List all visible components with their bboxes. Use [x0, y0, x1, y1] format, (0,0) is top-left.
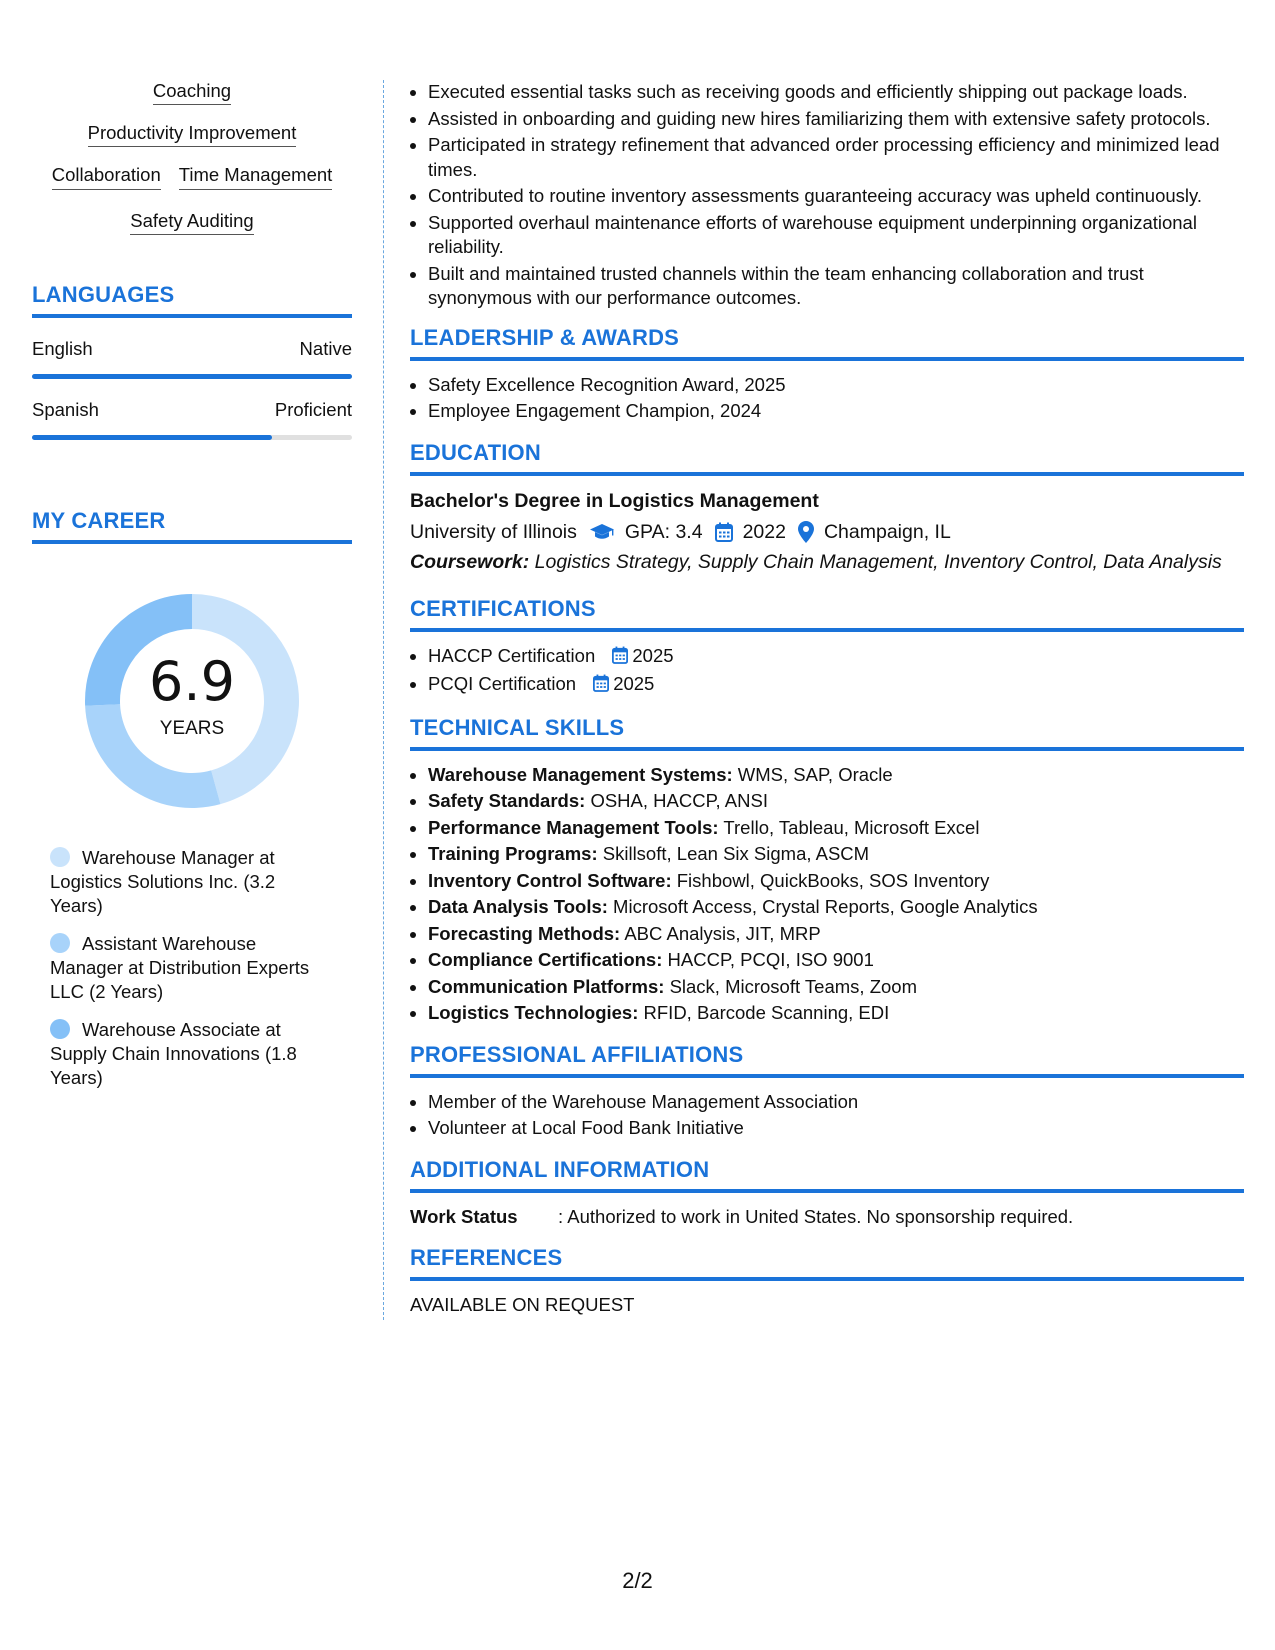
column-divider: [383, 80, 384, 1320]
list-item: • Safety Excellence Recognition Award, 2025: [428, 373, 1244, 398]
references-title: REFERENCES: [410, 1245, 1244, 1281]
education-title: EDUCATION: [410, 440, 1244, 476]
certifications-list: [410, 644, 1244, 699]
list-item: • Assisted in onboarding and guiding new hires familiarizing them with extensive safety protocols.: [428, 107, 1244, 132]
edu-year: 2022: [742, 520, 786, 543]
language-level: Native: [299, 338, 352, 359]
list-item: • Built and maintained trusted channels within the team enhancing collaboration and trust synonymous with our performance outcomes.: [428, 262, 1244, 311]
skill-label: Performance Management Tools:: [428, 816, 719, 838]
list-item: • Executed essential tasks such as receiving goods and efficiently shipping out package loads.: [428, 80, 1244, 105]
legend-dot: [50, 847, 70, 867]
skill-label: Inventory Control Software:: [428, 869, 672, 891]
language-name: Spanish: [32, 399, 99, 420]
references-section: [410, 1245, 1244, 1317]
work-status-key: Work Status: [410, 1205, 518, 1227]
skill-value: Microsoft Access, Crystal Reports, Google Analytics: [613, 896, 1038, 917]
legend-label: Warehouse Manager at Logistics Solutions Inc. (3.2 Years): [50, 847, 276, 916]
skill-tag-row: [32, 122, 352, 144]
additional-info-section: [410, 1157, 1244, 1229]
legend-dot: [50, 1019, 70, 1039]
edu-school: University of Illinois: [410, 520, 577, 543]
coursework-label: Coursework:: [410, 550, 530, 573]
skill-label: Logistics Technologies:: [428, 1002, 639, 1023]
technical-skills-title: TECHNICAL SKILLS: [410, 715, 1244, 751]
list-item: [428, 869, 1244, 894]
education-entry: [410, 488, 1244, 574]
list-item: • Employee Engagement Champion, 2024: [428, 399, 1244, 424]
affiliations-list: [410, 1090, 1244, 1141]
skill-value: ABC Analysis, JIT, MRP: [624, 922, 821, 944]
list-item: • Volunteer at Local Food Bank Initiative: [428, 1116, 1244, 1141]
location-pin-icon: [798, 521, 814, 543]
skill-tag: Coaching: [153, 80, 231, 105]
list-item: [428, 763, 1244, 788]
legend-dot: [50, 933, 70, 953]
graduation-cap-icon: [589, 523, 615, 541]
skill-value: WMS, SAP, Oracle: [737, 763, 893, 785]
work-status-value: : Authorized to work in United States. No sponsorship required.: [558, 1205, 1074, 1227]
career-total-years: 6.9: [149, 650, 235, 713]
list-item: • Member of the Warehouse Management Association: [428, 1090, 1244, 1115]
legend-label: Warehouse Associate at Supply Chain Innovations (1.8 Years): [50, 1019, 297, 1088]
coursework-text: Logistics Strategy, Supply Chain Management, Inventory Control, Data Analysis: [534, 550, 1222, 573]
skill-tag-row: [32, 80, 352, 102]
list-item: [428, 842, 1244, 867]
language-level-fill: [32, 374, 352, 379]
list-item: • Participated in strategy refinement that advanced order processing efficiency and minimized lead times.: [428, 133, 1244, 182]
experience-bullets: [410, 80, 1244, 311]
right-column: [410, 80, 1244, 1317]
career-legend-item: [50, 1018, 320, 1090]
career-legend-item: [50, 932, 320, 1004]
skill-value: Trello, Tableau, Microsoft Excel: [723, 816, 980, 838]
language-item: [32, 399, 352, 440]
left-column: [32, 80, 352, 1104]
affiliations-section: [410, 1042, 1244, 1141]
languages-title: LANGUAGES: [32, 282, 352, 318]
skill-tag: Productivity Improvement: [88, 122, 297, 147]
skill-value: Fishbowl, QuickBooks, SOS Inventory: [676, 869, 990, 891]
additional-info-title: ADDITIONAL INFORMATION: [410, 1157, 1244, 1193]
skill-tag: Collaboration: [52, 164, 161, 190]
language-level: Proficient: [274, 399, 352, 420]
language-name: English: [32, 338, 93, 359]
career-total-label: YEARS: [159, 718, 225, 739]
calendar-icon: [593, 674, 609, 699]
calendar-icon: [612, 646, 628, 671]
skill-value: OSHA, HACCP, ANSI: [590, 790, 768, 811]
skill-label: Safety Standards:: [428, 790, 586, 811]
work-status-row: [410, 1205, 1244, 1229]
edu-gpa: GPA: 3.4: [624, 520, 703, 543]
skill-value: RFID, Barcode Scanning, EDI: [643, 1002, 890, 1023]
leadership-title: LEADERSHIP & AWARDS: [410, 325, 1244, 361]
skill-label: Compliance Certifications:: [428, 949, 663, 970]
skill-label: Forecasting Methods:: [428, 922, 621, 944]
edu-coursework: [410, 550, 1244, 574]
cert-year: 2025: [613, 673, 655, 694]
cert-year: 2025: [632, 644, 674, 666]
skill-tag: Time Management: [179, 164, 333, 190]
list-item: [428, 975, 1244, 1000]
skills-tags: [32, 80, 352, 232]
references-text: AVAILABLE ON REQUEST: [410, 1293, 635, 1315]
career-legend-item: [50, 846, 320, 918]
affiliations-title: PROFESSIONAL AFFILIATIONS: [410, 1042, 1244, 1078]
skill-label: Warehouse Management Systems:: [428, 763, 733, 785]
technical-skills-section: [410, 715, 1244, 1026]
list-item: [428, 816, 1244, 841]
education-section: [410, 440, 1244, 574]
list-item: [428, 922, 1244, 947]
technical-skills-list: [410, 763, 1244, 1026]
skill-value: HACCP, PCQI, ISO 9001: [667, 949, 874, 970]
languages-section: [32, 282, 352, 440]
edu-location: Champaign, IL: [823, 520, 951, 543]
list-item: [428, 948, 1244, 973]
skill-label: Communication Platforms:: [428, 975, 665, 997]
certifications-title: CERTIFICATIONS: [410, 596, 1244, 632]
skill-label: Training Programs:: [428, 843, 598, 864]
career-section: [32, 508, 352, 1090]
edu-meta: [410, 518, 1244, 546]
list-item: • Supported overhaul maintenance efforts of warehouse equipment underpinning organizational reliability.: [428, 211, 1244, 260]
page-number: 2/2: [622, 1568, 653, 1593]
list-item: [428, 672, 1244, 699]
list-item: [428, 1001, 1244, 1026]
leadership-list: [410, 373, 1244, 424]
leadership-section: [410, 325, 1244, 424]
skill-tag: Safety Auditing: [130, 210, 253, 235]
skill-value: Skillsoft, Lean Six Sigma, ASCM: [602, 843, 870, 864]
calendar-icon: [715, 522, 733, 542]
cert-name: HACCP Certification: [428, 644, 596, 666]
language-level-fill: [32, 435, 272, 440]
legend-label: Assistant Warehouse Manager at Distribution Experts LLC (2 Years): [50, 933, 310, 1002]
career-donut-chart: [77, 586, 307, 816]
career-title: MY CAREER: [32, 508, 352, 544]
language-level-bar: [32, 374, 352, 379]
career-legend: [50, 846, 320, 1090]
skill-tag-row: [32, 210, 352, 232]
edu-degree: Bachelor's Degree in Logistics Management: [410, 489, 819, 512]
certifications-section: [410, 596, 1244, 699]
language-item: [32, 338, 352, 379]
list-item: [428, 789, 1244, 814]
list-item: [428, 644, 1244, 671]
language-level-bar: [32, 435, 352, 440]
list-item: • Contributed to routine inventory assessments guaranteeing accuracy was upheld continuously.: [428, 184, 1244, 209]
cert-name: PCQI Certification: [428, 673, 577, 694]
skill-value: Slack, Microsoft Teams, Zoom: [669, 975, 917, 997]
skill-label: Data Analysis Tools:: [428, 896, 608, 917]
donut-center: [77, 586, 307, 816]
list-item: [428, 895, 1244, 920]
